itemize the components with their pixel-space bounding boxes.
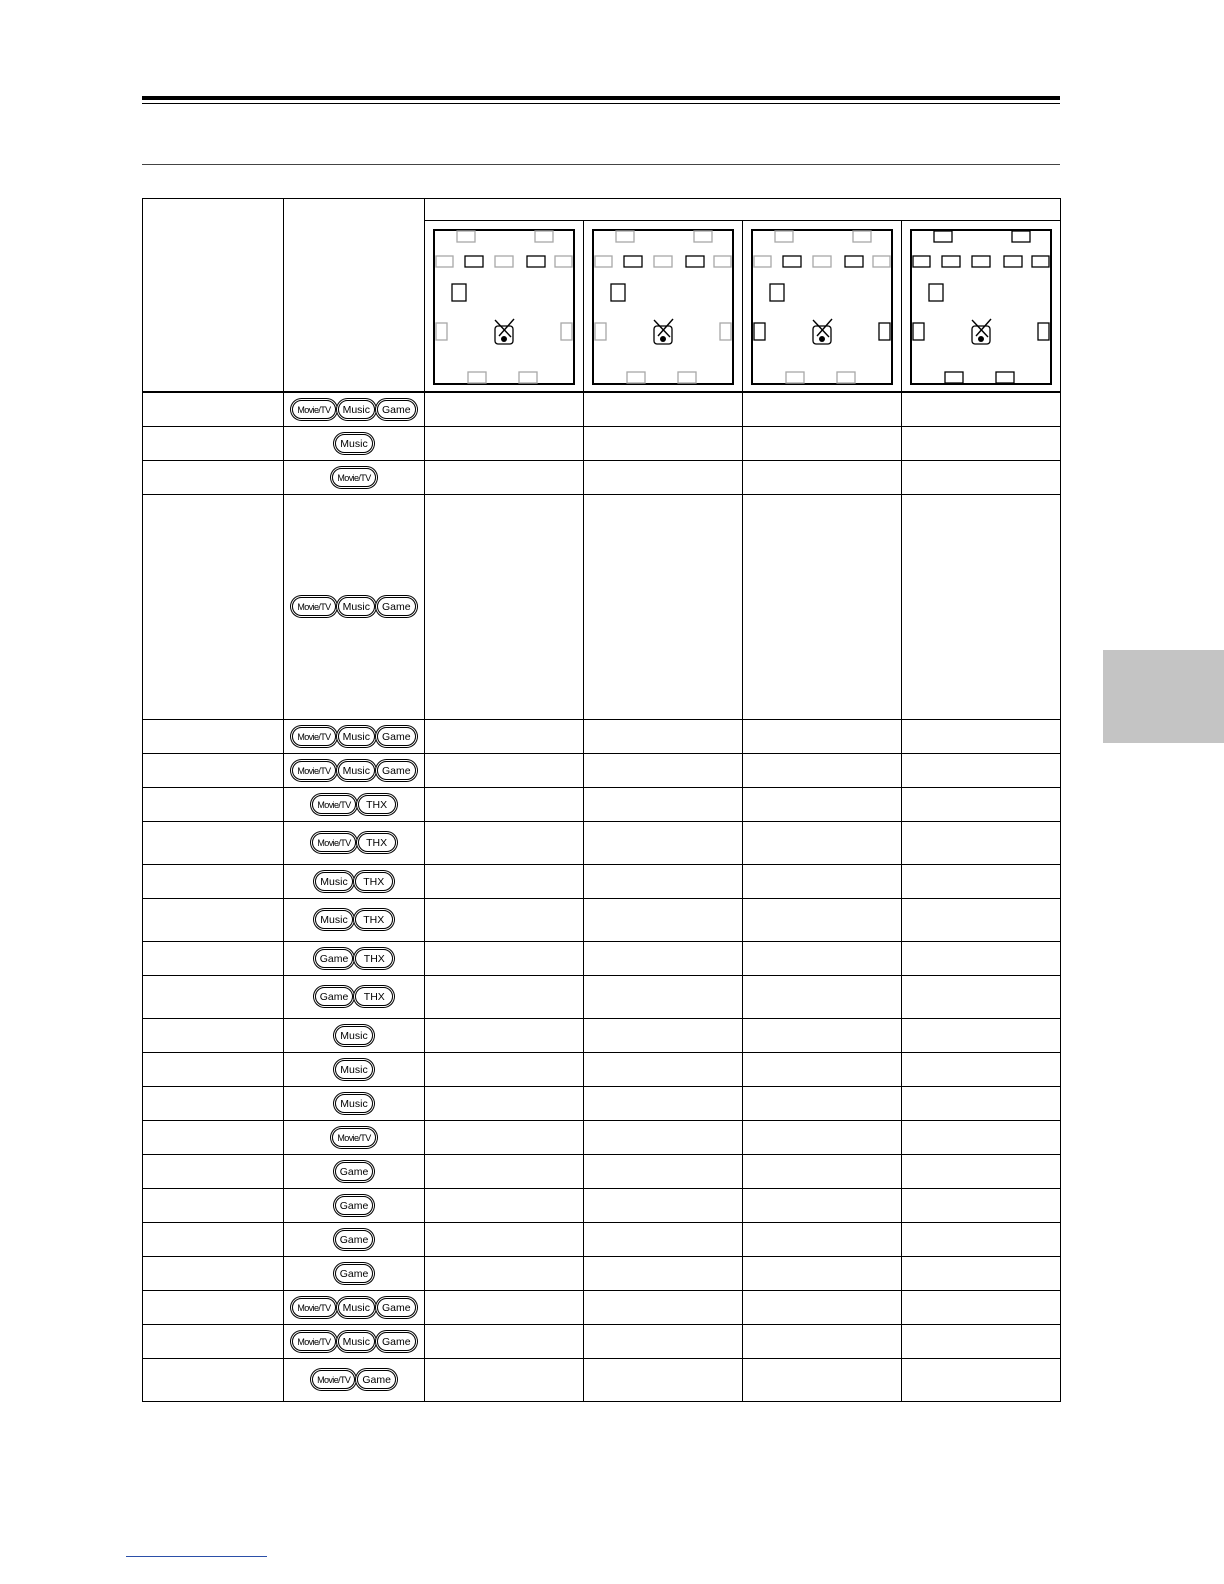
layout-availability-cell — [902, 392, 1061, 426]
front-right-speaker-icon — [527, 256, 545, 267]
layout-availability-cell — [425, 1256, 584, 1290]
movie-button-badge: Movie/TV — [292, 597, 335, 616]
table-row — [143, 1358, 1061, 1401]
mode-name-cell — [143, 1018, 284, 1052]
game-button-badge: Game — [377, 400, 416, 419]
music-button-badge: Music — [315, 910, 352, 929]
mode-button-cell — [284, 1358, 425, 1401]
layout-availability-cell — [584, 1358, 743, 1401]
layout-availability-cell — [902, 787, 1061, 821]
movie-button-badge: Movie/TV — [332, 468, 375, 487]
mode-button-cell — [284, 1154, 425, 1188]
layout-availability-cell — [743, 1086, 902, 1120]
layout-availability-cell — [743, 941, 902, 975]
game-button-badge: Game — [335, 1230, 374, 1249]
front-left-speaker-icon — [783, 256, 801, 267]
movie-button-badge: Movie/TV — [292, 761, 335, 780]
layout-availability-cell — [584, 864, 743, 898]
mode-button-cell — [284, 898, 425, 941]
table-row — [143, 1086, 1061, 1120]
speaker-layout-4 — [902, 221, 1061, 393]
button-column-header — [284, 199, 425, 393]
mode-name-cell — [143, 821, 284, 864]
layout-availability-cell — [425, 1324, 584, 1358]
front-high-right-speaker-icon — [853, 231, 871, 242]
music-button-badge: Music — [338, 1332, 375, 1351]
layout-availability-cell — [584, 1256, 743, 1290]
front-high-right-speaker-icon — [535, 231, 553, 242]
thx-button-badge: THX — [355, 872, 393, 891]
mode-button-cell — [284, 1324, 425, 1358]
layout-availability-cell — [743, 460, 902, 494]
listening-mode-table — [142, 198, 1061, 1402]
layout-availability-cell — [425, 1222, 584, 1256]
mode-name-cell — [143, 975, 284, 1018]
table-row — [143, 1154, 1061, 1188]
layout-group-header — [425, 199, 1061, 221]
mode-button-cell — [284, 392, 425, 426]
layout-availability-cell — [584, 1188, 743, 1222]
game-button-badge: Game — [377, 1298, 416, 1317]
layout-availability-cell — [743, 1358, 902, 1401]
layout-availability-cell — [743, 1018, 902, 1052]
layout-availability-cell — [425, 1018, 584, 1052]
layout-availability-cell — [425, 941, 584, 975]
layout-availability-cell — [902, 975, 1061, 1018]
mode-button-cell — [284, 975, 425, 1018]
game-button-badge: Game — [335, 1264, 374, 1283]
thx-button-badge: THX — [355, 949, 393, 968]
surround-left-speaker-icon — [754, 323, 765, 340]
front-wide-left-speaker-icon — [436, 256, 453, 267]
mode-button-cell — [284, 426, 425, 460]
layout-availability-cell — [584, 941, 743, 975]
mode-button-cell — [284, 1188, 425, 1222]
mode-name-cell — [143, 1188, 284, 1222]
layout-availability-cell — [425, 1358, 584, 1401]
table-row — [143, 1120, 1061, 1154]
subwoofer-icon — [770, 284, 784, 301]
center-speaker-icon — [972, 256, 990, 267]
layout-availability-cell — [902, 941, 1061, 975]
layout-availability-cell — [425, 392, 584, 426]
mode-name-cell — [143, 1358, 284, 1401]
mode-column-header — [143, 199, 284, 393]
music-button-badge: Music — [338, 1298, 375, 1317]
surround-back-right-speaker-icon — [519, 372, 537, 383]
surround-back-right-speaker-icon — [678, 372, 696, 383]
table-row — [143, 426, 1061, 460]
layout-availability-cell — [584, 719, 743, 753]
mode-name-cell — [143, 719, 284, 753]
front-wide-right-speaker-icon — [555, 256, 572, 267]
mode-button-cell — [284, 494, 425, 719]
layout-availability-cell — [902, 1290, 1061, 1324]
front-high-left-speaker-icon — [775, 231, 793, 242]
thx-button-badge: THX — [355, 910, 393, 929]
game-button-badge: Game — [315, 949, 354, 968]
layout-availability-cell — [743, 719, 902, 753]
layout-availability-cell — [902, 1256, 1061, 1290]
layout-availability-cell — [743, 753, 902, 787]
layout-availability-cell — [584, 426, 743, 460]
surround-right-speaker-icon — [1038, 323, 1049, 340]
surround-left-speaker-icon — [595, 323, 606, 340]
layout-availability-cell — [584, 821, 743, 864]
layout-availability-cell — [902, 753, 1061, 787]
layout-availability-cell — [425, 1052, 584, 1086]
front-wide-left-speaker-icon — [595, 256, 612, 267]
layout-availability-cell — [584, 1290, 743, 1324]
section-tab — [1103, 650, 1224, 743]
mode-button-cell — [284, 719, 425, 753]
layout-availability-cell — [425, 821, 584, 864]
surround-back-right-speaker-icon — [837, 372, 855, 383]
front-wide-left-speaker-icon — [754, 256, 771, 267]
footer-link-line — [126, 1556, 267, 1557]
mode-button-cell — [284, 1120, 425, 1154]
front-right-speaker-icon — [845, 256, 863, 267]
room-outline — [434, 230, 574, 384]
surround-right-speaker-icon — [879, 323, 890, 340]
movie-button-badge: Movie/TV — [312, 833, 355, 852]
table-row — [143, 1256, 1061, 1290]
table-row — [143, 494, 1061, 719]
layout-availability-cell — [743, 1120, 902, 1154]
table-row — [143, 392, 1061, 426]
layout-availability-cell — [902, 719, 1061, 753]
surround-back-left-speaker-icon — [627, 372, 645, 383]
speaker-layout-2 — [584, 221, 743, 393]
table-row — [143, 1290, 1061, 1324]
mode-button-cell — [284, 753, 425, 787]
table-row — [143, 864, 1061, 898]
layout-availability-cell — [584, 1086, 743, 1120]
mode-button-cell — [284, 1222, 425, 1256]
surround-back-right-speaker-icon — [996, 372, 1014, 383]
music-button-badge: Music — [315, 872, 352, 891]
layout-availability-cell — [743, 898, 902, 941]
front-high-left-speaker-icon — [934, 231, 952, 242]
mode-button-cell — [284, 460, 425, 494]
layout-availability-cell — [902, 864, 1061, 898]
table-row — [143, 719, 1061, 753]
layout-availability-cell — [584, 494, 743, 719]
center-speaker-icon — [495, 256, 513, 267]
layout-availability-cell — [584, 1052, 743, 1086]
surround-right-speaker-icon — [561, 323, 572, 340]
thx-button-badge: THX — [358, 833, 396, 852]
movie-button-badge: Movie/TV — [312, 795, 355, 814]
table-row — [143, 1052, 1061, 1086]
layout-availability-cell — [425, 975, 584, 1018]
layout-availability-cell — [425, 1120, 584, 1154]
front-high-right-speaker-icon — [694, 231, 712, 242]
center-speaker-icon — [813, 256, 831, 267]
mode-name-cell — [143, 1324, 284, 1358]
mode-button-cell — [284, 1052, 425, 1086]
layout-availability-cell — [584, 460, 743, 494]
table-row — [143, 975, 1061, 1018]
mode-name-cell — [143, 494, 284, 719]
movie-button-badge: Movie/TV — [292, 1332, 335, 1351]
movie-button-badge: Movie/TV — [332, 1128, 375, 1147]
music-button-badge: Music — [338, 761, 375, 780]
layout-availability-cell — [425, 1290, 584, 1324]
layout-availability-cell — [902, 1052, 1061, 1086]
table-body — [143, 199, 1061, 1402]
mode-name-cell — [143, 1052, 284, 1086]
layout-availability-cell — [584, 1120, 743, 1154]
layout-availability-cell — [743, 1052, 902, 1086]
layout-availability-cell — [425, 864, 584, 898]
layout-availability-cell — [584, 1324, 743, 1358]
table-row — [143, 1324, 1061, 1358]
surround-back-left-speaker-icon — [945, 372, 963, 383]
layout-availability-cell — [743, 1290, 902, 1324]
movie-button-badge: Movie/TV — [292, 400, 335, 419]
center-speaker-icon — [654, 256, 672, 267]
mode-button-cell — [284, 1290, 425, 1324]
movie-button-badge: Movie/TV — [292, 1298, 335, 1317]
layout-availability-cell — [584, 392, 743, 426]
surround-back-left-speaker-icon — [468, 372, 486, 383]
mode-name-cell — [143, 787, 284, 821]
layout-availability-cell — [902, 1324, 1061, 1358]
mode-name-cell — [143, 426, 284, 460]
music-button-badge: Music — [338, 597, 375, 616]
front-wide-left-speaker-icon — [913, 256, 930, 267]
speaker-layout-3 — [743, 221, 902, 393]
thx-button-badge: THX — [358, 795, 396, 814]
layout-availability-cell — [902, 1154, 1061, 1188]
surround-right-speaker-icon — [720, 323, 731, 340]
surround-left-speaker-icon — [913, 323, 924, 340]
front-wide-right-speaker-icon — [1032, 256, 1049, 267]
room-outline — [752, 230, 892, 384]
mode-name-cell — [143, 753, 284, 787]
mode-name-cell — [143, 1256, 284, 1290]
mode-name-cell — [143, 864, 284, 898]
layout-availability-cell — [902, 1086, 1061, 1120]
layout-availability-cell — [743, 1256, 902, 1290]
layout-availability-cell — [425, 1188, 584, 1222]
music-button-badge: Music — [335, 1060, 372, 1079]
room-outline — [911, 230, 1051, 384]
layout-availability-cell — [425, 1086, 584, 1120]
table-row — [143, 821, 1061, 864]
music-button-badge: Music — [338, 400, 375, 419]
table-row — [143, 787, 1061, 821]
layout-availability-cell — [425, 1154, 584, 1188]
thx-button-badge: THX — [355, 987, 393, 1006]
table-row — [143, 941, 1061, 975]
mode-name-cell — [143, 941, 284, 975]
mode-name-cell — [143, 1222, 284, 1256]
table-row — [143, 460, 1061, 494]
mode-name-cell — [143, 1120, 284, 1154]
mode-button-cell — [284, 1018, 425, 1052]
layout-availability-cell — [902, 898, 1061, 941]
layout-availability-cell — [425, 787, 584, 821]
layout-availability-cell — [584, 1154, 743, 1188]
top-rule-thin — [142, 103, 1060, 104]
mode-button-cell — [284, 1256, 425, 1290]
mode-button-cell — [284, 941, 425, 975]
front-wide-right-speaker-icon — [873, 256, 890, 267]
music-button-badge: Music — [335, 434, 372, 453]
table-row — [143, 753, 1061, 787]
layout-availability-cell — [584, 1222, 743, 1256]
front-right-speaker-icon — [686, 256, 704, 267]
layout-availability-cell — [425, 898, 584, 941]
front-wide-right-speaker-icon — [714, 256, 731, 267]
subwoofer-icon — [611, 284, 625, 301]
layout-availability-cell — [584, 898, 743, 941]
mode-name-cell — [143, 460, 284, 494]
front-high-left-speaker-icon — [616, 231, 634, 242]
layout-availability-cell — [743, 1154, 902, 1188]
layout-availability-cell — [743, 1188, 902, 1222]
front-high-right-speaker-icon — [1012, 231, 1030, 242]
game-button-badge: Game — [335, 1162, 374, 1181]
layout-availability-cell — [902, 494, 1061, 719]
room-outline — [593, 230, 733, 384]
layout-availability-cell — [425, 460, 584, 494]
subwoofer-icon — [929, 284, 943, 301]
layout-availability-cell — [902, 1358, 1061, 1401]
layout-availability-cell — [743, 494, 902, 719]
top-rule-thick — [142, 96, 1060, 100]
layout-availability-cell — [584, 787, 743, 821]
table-row — [143, 1222, 1061, 1256]
mode-name-cell — [143, 1154, 284, 1188]
layout-availability-cell — [425, 719, 584, 753]
game-button-badge: Game — [377, 1332, 416, 1351]
layout-availability-cell — [902, 821, 1061, 864]
front-left-speaker-icon — [465, 256, 483, 267]
layout-availability-cell — [902, 1188, 1061, 1222]
table-row — [143, 898, 1061, 941]
layout-availability-cell — [902, 1222, 1061, 1256]
movie-button-badge: Movie/TV — [292, 727, 335, 746]
header-row-top — [143, 199, 1061, 221]
front-left-speaker-icon — [942, 256, 960, 267]
table-row — [143, 1018, 1061, 1052]
layout-availability-cell — [743, 864, 902, 898]
surround-left-speaker-icon — [436, 323, 447, 340]
game-button-badge: Game — [377, 727, 416, 746]
layout-availability-cell — [425, 753, 584, 787]
layout-availability-cell — [743, 821, 902, 864]
layout-availability-cell — [425, 426, 584, 460]
front-left-speaker-icon — [624, 256, 642, 267]
front-high-left-speaker-icon — [457, 231, 475, 242]
layout-availability-cell — [425, 494, 584, 719]
speaker-layout-1 — [425, 221, 584, 393]
music-button-badge: Music — [335, 1094, 372, 1113]
table-row — [143, 1188, 1061, 1222]
layout-availability-cell — [743, 392, 902, 426]
game-button-badge: Game — [335, 1196, 374, 1215]
game-button-badge: Game — [357, 1370, 396, 1389]
mode-name-cell — [143, 392, 284, 426]
layout-availability-cell — [584, 753, 743, 787]
music-button-badge: Music — [335, 1026, 372, 1045]
music-button-badge: Music — [338, 727, 375, 746]
layout-availability-cell — [743, 1222, 902, 1256]
layout-availability-cell — [902, 1120, 1061, 1154]
layout-availability-cell — [584, 975, 743, 1018]
subwoofer-icon — [452, 284, 466, 301]
layout-availability-cell — [743, 787, 902, 821]
game-button-badge: Game — [377, 597, 416, 616]
movie-button-badge: Movie/TV — [312, 1370, 355, 1389]
layout-availability-cell — [902, 426, 1061, 460]
layout-availability-cell — [743, 426, 902, 460]
mode-name-cell — [143, 1290, 284, 1324]
section-rule — [142, 164, 1060, 165]
front-right-speaker-icon — [1004, 256, 1022, 267]
mode-button-cell — [284, 864, 425, 898]
mode-button-cell — [284, 1086, 425, 1120]
layout-availability-cell — [743, 975, 902, 1018]
mode-button-cell — [284, 787, 425, 821]
layout-availability-cell — [584, 1018, 743, 1052]
game-button-badge: Game — [315, 987, 354, 1006]
layout-availability-cell — [743, 1324, 902, 1358]
mode-button-cell — [284, 821, 425, 864]
game-button-badge: Game — [377, 761, 416, 780]
layout-availability-cell — [902, 1018, 1061, 1052]
mode-name-cell — [143, 898, 284, 941]
layout-availability-cell — [902, 460, 1061, 494]
surround-back-left-speaker-icon — [786, 372, 804, 383]
mode-name-cell — [143, 1086, 284, 1120]
